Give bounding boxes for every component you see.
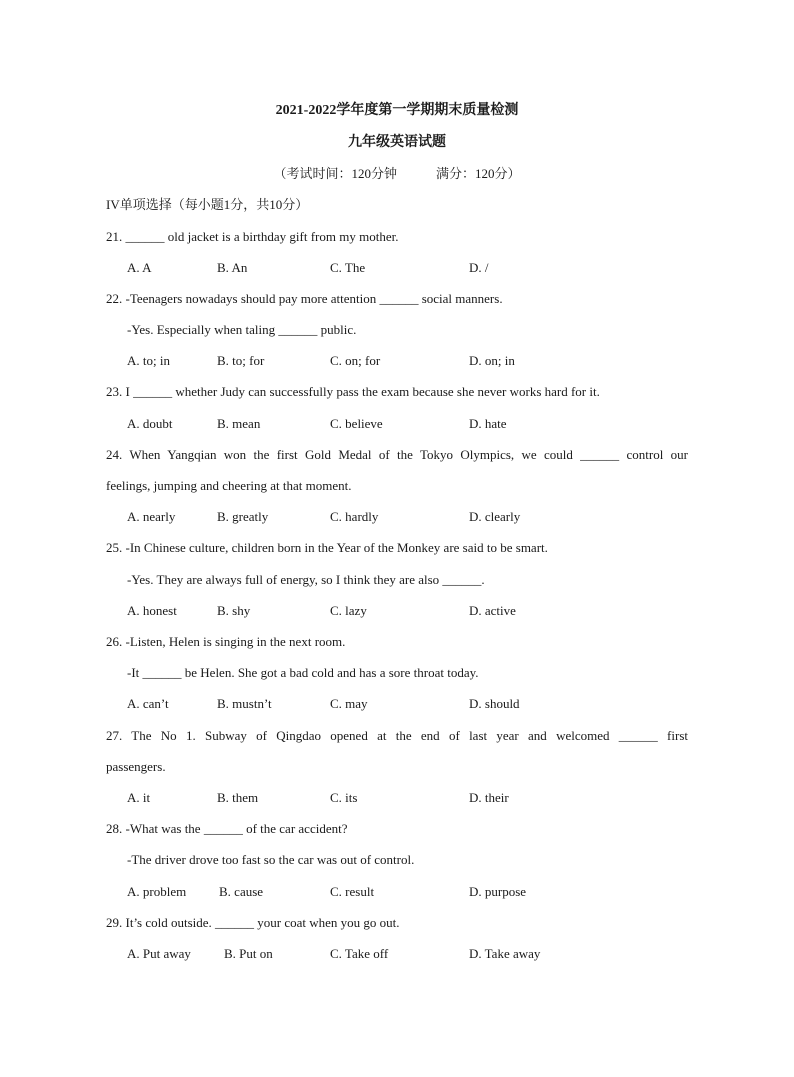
question-27-option-c: C. its — [330, 790, 358, 805]
question-26-stem: 26. -Listen, Helen is singing in the next room. — [106, 634, 346, 649]
question-25-option-d: D. active — [469, 603, 516, 618]
question-28-option-a: A. problem — [127, 884, 187, 899]
question-29-option-c: C. Take off — [330, 946, 389, 961]
question-24-stem-continued: feelings, jumping and cheering at that moment. — [106, 478, 352, 493]
question-21-stem: 21. ______ old jacket is a birthday gift from my mother. — [106, 229, 399, 244]
question-21-option-d: D. / — [469, 260, 489, 275]
question-26-option-c: C. may — [330, 696, 368, 711]
question-29-option-b: B. Put on — [224, 946, 273, 961]
question-22-option-d: D. on; in — [469, 353, 515, 368]
question-23-option-b: B. mean — [217, 416, 261, 431]
question-25-stem-reply: -Yes. They are always full of energy, so I think they are also ______. — [127, 572, 485, 587]
question-28-stem-reply: -The driver drove too fast so the car was out of control. — [127, 852, 415, 867]
question-26-stem-reply: -It ______ be Helen. She got a bad cold and has a sore throat today. — [127, 665, 479, 680]
question-26-option-b: B. mustn’t — [217, 696, 272, 711]
question-26-option-a: A. can’t — [127, 696, 169, 711]
question-22-option-a: A. to; in — [127, 353, 170, 368]
question-21-option-b: B. An — [217, 260, 248, 275]
question-28-stem: 28. -What was the ______ of the car accident? — [106, 821, 348, 836]
question-22-option-b: B. to; for — [217, 353, 265, 368]
question-29-stem: 29. It’s cold outside. ______ your coat when you go out. — [106, 915, 400, 930]
question-27-option-b: B. them — [217, 790, 259, 805]
question-29-option-a: A. Put away — [127, 946, 191, 961]
question-24-option-d: D. clearly — [469, 509, 521, 524]
exam-subtitle: 九年级英语试题 — [348, 135, 446, 150]
question-23-stem: 23. I ______ whether Judy can successfully pass the exam because she never works hard for it. — [106, 384, 600, 399]
exam-title: 2021-2022学年度第一学期期末质量检测 — [275, 103, 519, 118]
question-25-stem: 25. -In Chinese culture, children born in the Year of the Monkey are said to be smart. — [106, 540, 548, 555]
question-25-option-a: A. honest — [127, 603, 177, 618]
question-28-option-b: B. cause — [219, 884, 264, 899]
question-25-option-b: B. shy — [217, 603, 251, 618]
question-25-option-c: C. lazy — [330, 603, 367, 618]
question-28-option-d: D. purpose — [469, 884, 527, 899]
question-27-stem: 27. The No 1. Subway of Qingdao opened at the end of last year and welcomed ______ first — [106, 728, 688, 743]
question-27-option-a: A. it — [127, 790, 151, 805]
question-27-stem-continued: passengers. — [106, 759, 166, 774]
question-22-stem: 22. -Teenagers nowadays should pay more attention ______ social manners. — [106, 291, 503, 306]
section-heading: IV单项选择（每小题1分，共10分） — [106, 197, 309, 212]
question-22-stem-reply: -Yes. Especially when taling ______ public. — [127, 322, 357, 337]
question-22-option-c: C. on; for — [330, 353, 381, 368]
question-21-option-a: A. A — [127, 260, 152, 275]
question-27-option-d: D. their — [469, 790, 509, 805]
question-28-option-c: C. result — [330, 884, 375, 899]
question-21-option-c: C. The — [330, 260, 366, 275]
question-23-option-a: A. doubt — [127, 416, 173, 431]
question-23-option-c: C. believe — [330, 416, 383, 431]
question-24-stem: 24. When Yangqian won the first Gold Medal of the Tokyo Olympics, we could ______ control our — [106, 447, 688, 462]
question-29-option-d: D. Take away — [469, 946, 541, 961]
exam-info: （考试时间：120分钟 满分：120分） — [273, 166, 521, 181]
question-24-option-a: A. nearly — [127, 509, 176, 524]
question-26-option-d: D. should — [469, 696, 520, 711]
question-24-option-b: B. greatly — [217, 509, 269, 524]
question-23-option-d: D. hate — [469, 416, 507, 431]
question-24-option-c: C. hardly — [330, 509, 379, 524]
